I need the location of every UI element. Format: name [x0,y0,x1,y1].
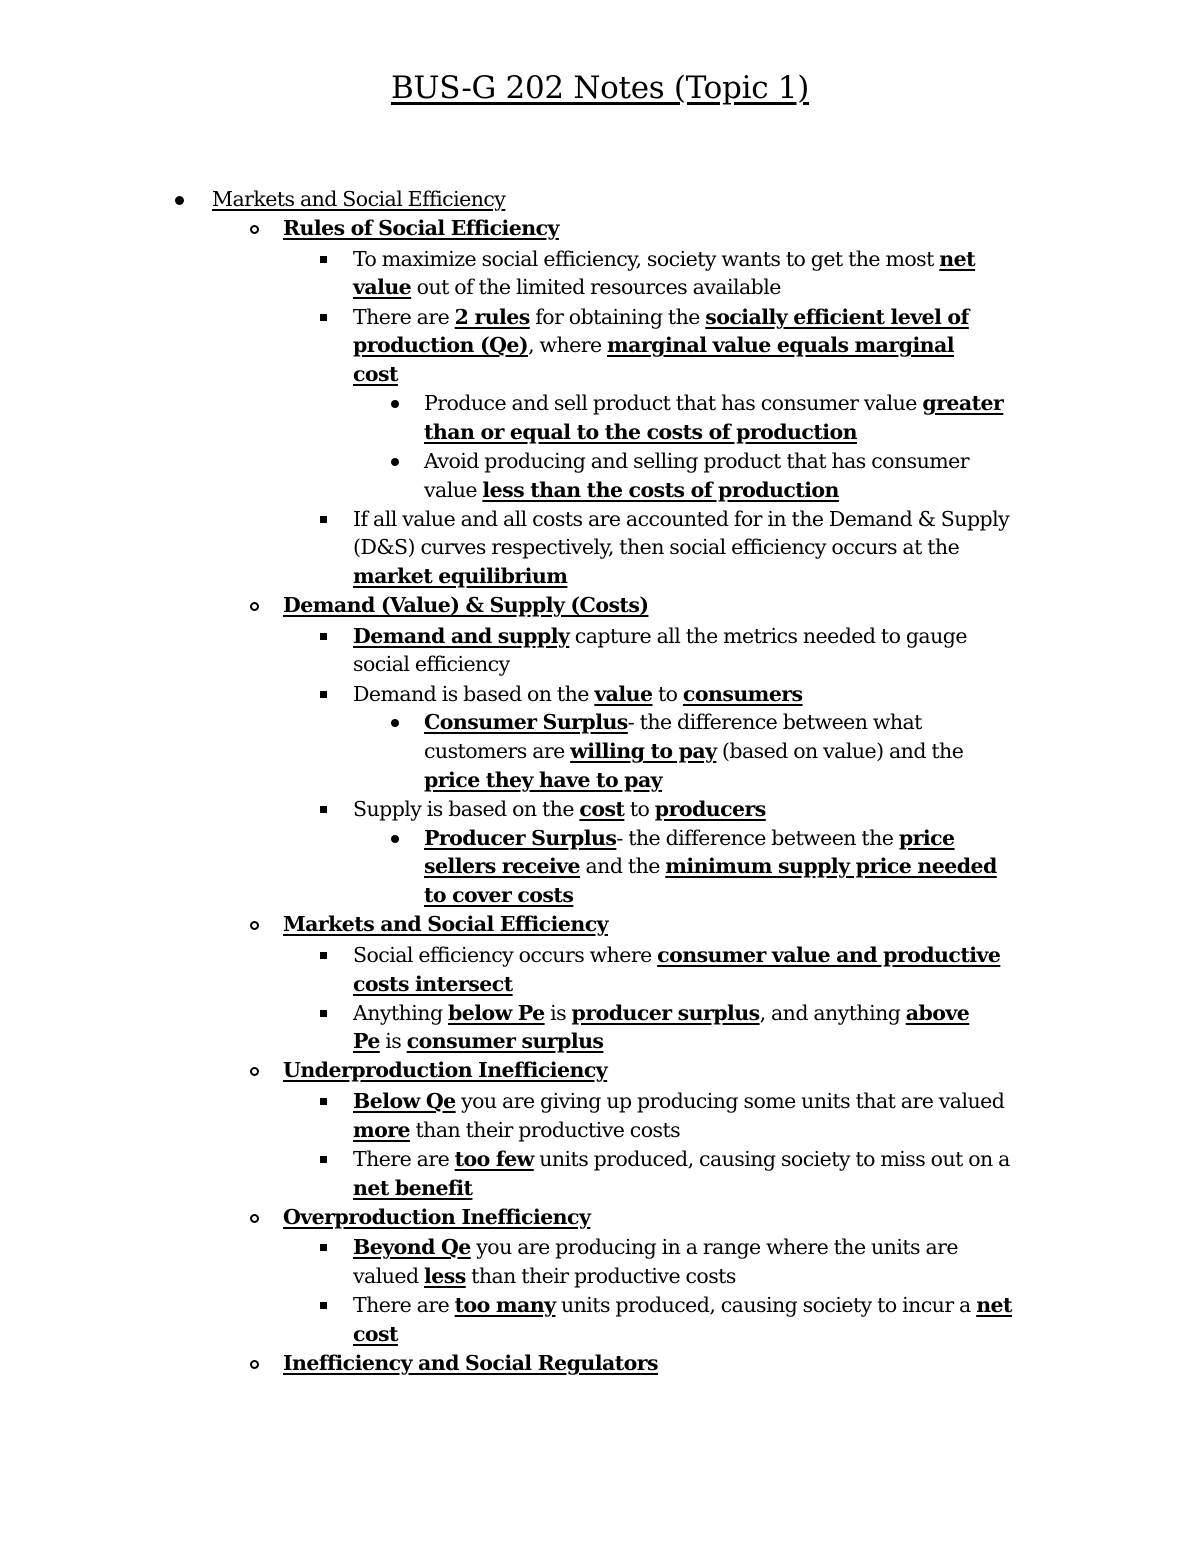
bullet-dot-icon [391,458,399,466]
key-term: socially efficient level of [705,305,969,329]
key-term: to cover costs [424,883,574,908]
text-line [353,562,1009,591]
text-run: (based on value) and the [716,739,964,763]
text-run: Demand is based on the [353,682,595,706]
key-term: too many [454,1293,556,1317]
bullet-square-icon [320,314,327,321]
key-term: market equilibrium [353,564,568,589]
key-term: minimum supply price needed [665,854,997,879]
text-line [424,447,969,476]
text-run: units produced, causing society to incur a [555,1293,977,1317]
text-line [424,824,997,853]
key-term: Inefficiency and Social Regulators [283,1351,658,1375]
outline-item-level-3 [353,1291,1012,1349]
key-term: less than the costs of production [482,478,839,502]
text-line [353,999,969,1028]
text-run: customers are [424,739,571,763]
key-term: Producer Surplus [424,826,617,850]
text-run: is [379,1029,407,1054]
key-term: producers [654,797,766,821]
key-term: marginal value equals marginal [607,333,955,358]
key-term: above [905,1001,970,1025]
bullet-circle-icon [250,225,259,234]
outline-item-level-3 [353,941,1000,999]
text-line [353,273,975,302]
text-run: There are [353,305,455,329]
key-term: Consumer Surplus [424,710,628,734]
text-run: Social efficiency occurs where [353,943,658,967]
bullet-dot-icon [391,400,399,408]
outline-item-level-4 [424,708,963,795]
text-run: To maximize social efficiency, society wants to get the most [353,247,940,271]
text-run: than their productive costs [465,1264,736,1288]
key-term: Beyond Qe [353,1235,471,1259]
text-line [353,245,975,274]
key-term: production (Qe) [353,333,529,358]
text-line [424,418,1003,447]
text-line [353,1291,1012,1320]
bullet-square-icon [320,1010,327,1017]
outline-item-level-3 [353,303,969,389]
outline-item-level-2 [283,1056,607,1085]
text-line [353,1174,1010,1203]
text-line [353,303,969,332]
bullet-square-icon [320,1156,327,1163]
text-run: and the [580,854,666,879]
key-term: costs intersect [353,972,513,996]
text-run: is [544,1001,572,1025]
key-term: consumer surplus [406,1029,604,1054]
text-run: out of the limited resources available [411,275,781,300]
text-run: , where [528,333,608,358]
text-line [283,1056,607,1085]
text-run: - the difference between the [616,826,899,850]
text-line [353,505,1009,534]
text-line [353,533,1009,562]
text-run: If all value and all costs are accounted for in the Demand & Supply [353,507,1010,531]
text-run: you are producing in a range where the units are [470,1235,958,1259]
outline-item-level-2 [283,1203,590,1232]
bullet-square-icon [320,516,327,523]
bullet-circle-icon [250,602,259,611]
key-term: value [594,682,653,706]
text-run: you are giving up producing some units that are valued [455,1089,1005,1113]
text-line [424,737,963,766]
text-line [283,1349,658,1378]
key-term: value [353,275,412,300]
text-run: There are [353,1147,455,1171]
text-line [353,680,803,709]
key-term: Overproduction Inefficiency [283,1205,591,1229]
text-run: capture all the metrics needed to gauge [569,624,967,648]
text-line [283,214,559,243]
outline-item-level-3 [353,1087,1004,1145]
outline-item-level-1 [212,185,505,214]
outline-item-level-4 [424,824,997,910]
key-term: consumers [682,682,803,706]
text-line [424,852,997,881]
key-term: 2 rules [454,305,530,329]
key-term: cost [579,797,625,821]
outline-item-level-3 [353,505,1009,591]
key-term: net benefit [353,1176,473,1200]
bullet-circle-icon [250,921,259,930]
outline-item-level-2 [283,591,649,620]
text-line [283,910,608,939]
outline-item-level-3 [353,622,967,679]
key-term: price they have to pay [424,768,663,792]
text-run: to [652,682,683,706]
key-term: Below Qe [353,1089,456,1113]
bullet-disc-icon [175,196,184,205]
key-term: Demand and supply [353,624,570,648]
key-term: Markets and Social Efficiency [283,912,608,936]
bullet-square-icon [320,952,327,959]
text-line [353,970,1000,999]
text-run: (D&S) curves respectively, then social efficiency occurs at the [353,535,960,560]
text-run: Produce and sell product that has consumer value [424,391,923,415]
outline-item-level-4 [424,389,1003,447]
text-line [353,1233,958,1262]
text-line [283,591,649,620]
key-term: Underproduction Inefficiency [283,1058,608,1082]
text-line [424,881,997,910]
key-term: consumer value and productive [657,943,1001,967]
bullet-circle-icon [250,1067,259,1076]
text-line [424,708,963,737]
bullet-square-icon [320,1098,327,1105]
key-term: price [898,826,955,850]
key-term: Rules of Social Efficiency [283,216,559,240]
key-term: producer surplus [571,1001,760,1025]
text-run: Supply is based on the [353,797,580,821]
text-line [353,622,967,651]
outline-item-level-3 [353,1233,958,1291]
text-line [424,766,963,795]
key-term: net [939,247,976,271]
text-run: for obtaining the [529,305,706,329]
outline-item-level-3 [353,245,975,302]
outline-item-level-2 [283,214,559,243]
key-term: net [976,1293,1012,1317]
text-run: to [624,797,655,821]
text-line [353,1145,1010,1174]
key-term: than or equal to the costs of production [424,420,857,444]
text-line [353,1087,1004,1116]
text-run: There are [353,1293,455,1317]
text-line [353,941,1000,970]
bullet-dot-icon [391,835,399,843]
key-term: Pe [353,1029,380,1054]
text-run: , and anything [759,1001,906,1025]
text-line [353,650,967,679]
key-term: willing to pay [570,739,717,763]
page-title: BUS-G 202 Notes (Topic 1) [390,70,810,106]
key-term: Demand (Value) & Supply (Costs) [283,593,649,617]
bullet-dot-icon [391,719,399,727]
outline-item-level-4 [424,447,969,505]
bullet-square-icon [320,633,327,640]
text-line [353,795,766,824]
key-term: below Pe [447,1001,545,1025]
key-term: more [353,1118,411,1142]
text-line [353,331,969,360]
outline-item-level-2 [283,910,608,939]
outline-item-level-3 [353,1145,1010,1203]
text-line [424,389,1003,418]
text-run: units produced, causing society to miss out on a [533,1147,1010,1171]
text-run: social efficiency [353,652,510,677]
text-run: Avoid producing and selling product that has consumer [424,449,969,473]
bullet-square-icon [320,1302,327,1309]
outline-item-level-2 [283,1349,658,1378]
key-term: cost [353,1322,398,1346]
text-line [424,476,969,505]
text-line [353,1027,969,1056]
key-term: greater [922,391,1004,415]
text-run: than their productive costs [410,1118,681,1142]
text-line [283,1203,590,1232]
bullet-circle-icon [250,1360,259,1369]
text-run: value [424,478,483,502]
outline-item-level-3 [353,795,766,824]
bullet-circle-icon [250,1214,259,1223]
bullet-square-icon [320,806,327,813]
key-term: sellers receive [424,854,581,879]
key-term: too few [454,1147,534,1171]
text-line [353,1116,1004,1145]
bullet-square-icon [320,1244,327,1251]
text-line [353,1320,1012,1349]
text-run: Anything [353,1001,448,1025]
text-run: valued [353,1264,424,1288]
text-line [353,360,969,389]
bullet-square-icon [320,256,327,263]
outline-item-level-3 [353,999,969,1056]
key-term: less [423,1264,466,1288]
outline-item-level-3 [353,680,803,709]
text-run: Markets and Social Efficiency [212,187,506,211]
text-line [353,1262,958,1291]
text-run: - the difference between what [627,710,922,734]
key-term: cost [353,362,398,387]
text-line [212,185,505,214]
bullet-square-icon [320,691,327,698]
